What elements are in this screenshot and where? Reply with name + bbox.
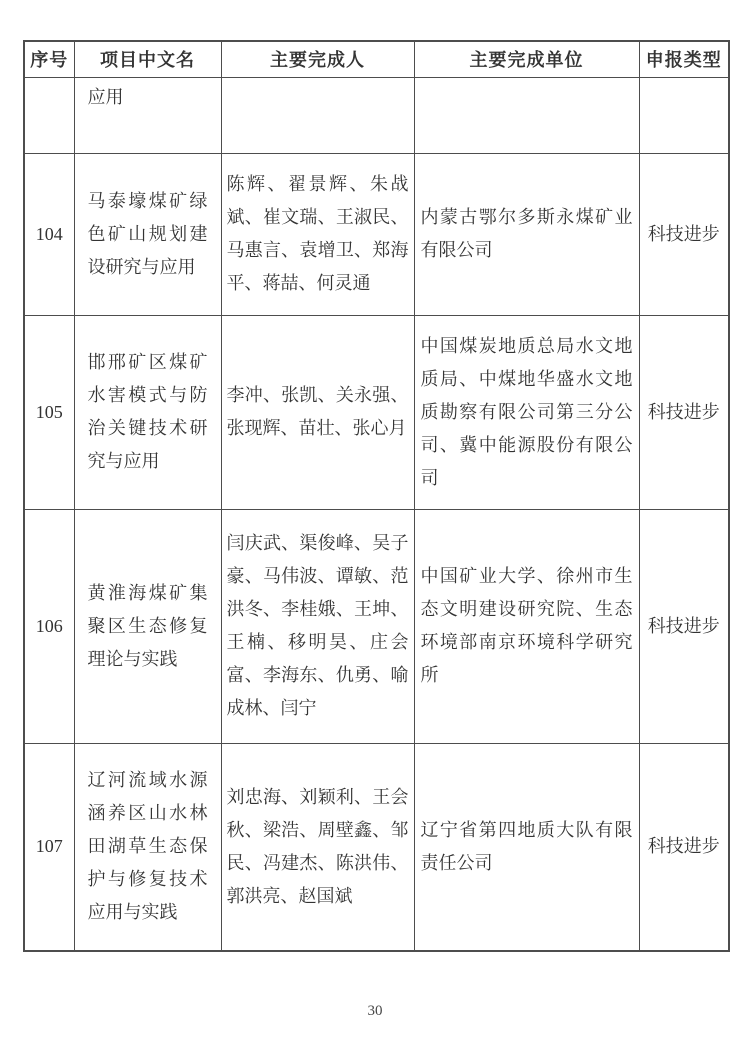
- contributors-cell: 李冲、张凯、关永强、张现辉、苗壮、张心月: [221, 315, 414, 509]
- project-name-cell: 应用: [74, 77, 221, 153]
- seq-cell: 104: [24, 153, 74, 315]
- contributors-cell: 闫庆武、渠俊峰、吴子豪、马伟波、谭敏、范洪冬、李桂娥、王坤、王楠、移明昊、庄会富、李海东、仇勇、喻成林、闫宁: [221, 509, 414, 743]
- projects-table: [23, 40, 730, 952]
- application-type-cell: 科技进步: [639, 509, 729, 743]
- organizations-cell: 辽宁省第四地质大队有限责任公司: [414, 743, 639, 951]
- application-type-cell: 科技进步: [639, 153, 729, 315]
- application-type-cell: [639, 77, 729, 153]
- table-row-107: [24, 743, 729, 951]
- page-number: 30: [367, 1003, 383, 1019]
- seq-cell: [24, 77, 74, 153]
- column-header-seq: 序号: [24, 41, 74, 77]
- seq-cell: 105: [24, 315, 74, 509]
- table-row-continuation: [24, 77, 729, 153]
- project-name-cell: 马泰壕煤矿绿色矿山规划建设研究与应用: [74, 153, 221, 315]
- table-row-105: [24, 315, 729, 509]
- seq-cell: 106: [24, 509, 74, 743]
- organizations-cell: 中国矿业大学、徐州市生态文明建设研究院、生态环境部南京环境科学研究所: [414, 509, 639, 743]
- project-name-cell: 黄淮海煤矿集聚区生态修复理论与实践: [74, 509, 221, 743]
- table-row-104: [24, 153, 729, 315]
- organizations-cell: [414, 77, 639, 153]
- organizations-cell: 中国煤炭地质总局水文地质局、中煤地华盛水文地质勘察有限公司第三分公司、冀中能源股份有限公司: [414, 315, 639, 509]
- contributors-cell: 陈辉、翟景辉、朱战斌、崔文瑞、王淑民、马惠言、袁增卫、郑海平、蒋喆、何灵通: [221, 153, 414, 315]
- application-type-cell: 科技进步: [639, 743, 729, 951]
- project-name-cell: 邯邢矿区煤矿水害模式与防治关键技术研究与应用: [74, 315, 221, 509]
- column-header-organizations: 主要完成单位: [414, 41, 639, 77]
- column-header-application-type: 申报类型: [639, 41, 729, 77]
- contributors-cell: [221, 77, 414, 153]
- seq-cell: 107: [24, 743, 74, 951]
- project-name-cell: 辽河流域水源涵养区山水林田湖草生态保护与修复技术应用与实践: [74, 743, 221, 951]
- table-row-106: [24, 509, 729, 743]
- application-type-cell: 科技进步: [639, 315, 729, 509]
- organizations-cell: 内蒙古鄂尔多斯永煤矿业有限公司: [414, 153, 639, 315]
- contributors-cell: 刘忠海、刘颖利、王会秋、梁浩、周壁鑫、邹民、冯建杰、陈洪伟、郭洪亮、赵国斌: [221, 743, 414, 951]
- column-header-contributors: 主要完成人: [221, 41, 414, 77]
- table-header-row: [24, 41, 729, 77]
- column-header-project-name: 项目中文名: [74, 41, 221, 77]
